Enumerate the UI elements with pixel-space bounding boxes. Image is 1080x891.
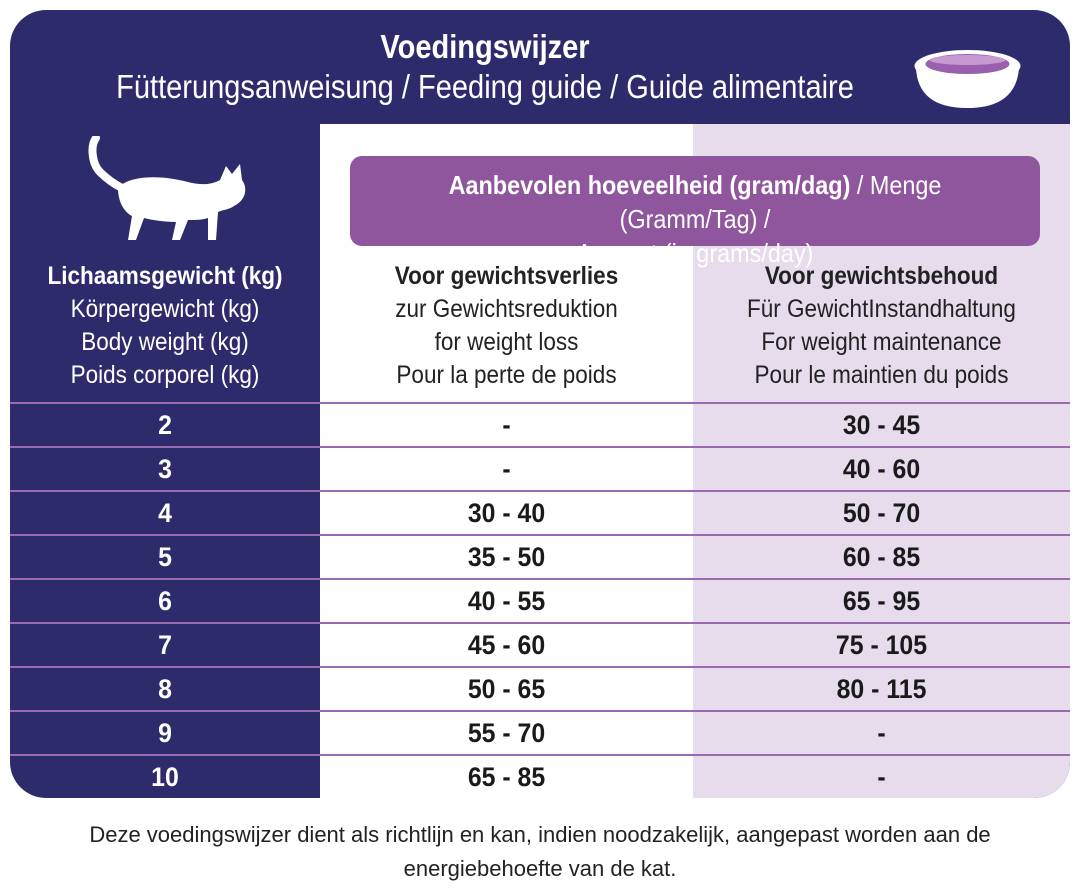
header-maint-en: For weight maintenance [761, 328, 1002, 356]
cell-weight-loss: 50 - 65 [467, 674, 546, 704]
header-weight-nl: Lichaamsgewicht (kg) [47, 262, 283, 290]
table-row [10, 534, 1070, 578]
table-row [10, 754, 1070, 798]
cell-weight: 6 [158, 586, 172, 616]
header-loss-fr: Pour la perte de poids [396, 361, 617, 389]
table-row [10, 666, 1070, 710]
feeding-guide-card [10, 10, 1070, 798]
food-bowl-icon [910, 38, 1025, 113]
cell-weight: 2 [158, 410, 172, 440]
table-row [10, 402, 1070, 446]
cell-maintenance: 60 - 85 [842, 542, 921, 572]
cell-weight: 8 [158, 674, 172, 704]
feeding-table [10, 402, 1070, 798]
header-weight-maintenance [693, 260, 1070, 392]
header-maint-fr: Pour le maintien du poids [754, 361, 1009, 389]
header-loss-nl: Voor gewichtsverlies [394, 262, 619, 290]
cell-weight-loss: 35 - 50 [467, 542, 546, 572]
cell-maintenance: 30 - 45 [842, 410, 921, 440]
guide-title: Voedingswijzer [380, 28, 590, 65]
cell-weight-loss: 30 - 40 [467, 498, 546, 528]
cell-maintenance: - [877, 762, 886, 792]
cell-maintenance: 75 - 105 [835, 630, 928, 660]
cat-icon [88, 136, 263, 246]
amount-header-rest: / Menge (Gramm/Tag) / [619, 170, 942, 234]
cell-maintenance: 50 - 70 [842, 498, 921, 528]
footnote-line1: Deze voedingswijzer dient als richtlijn en kan, indien noodzakelijk, aangepast worden aan de [89, 822, 991, 847]
footnote [0, 818, 1080, 886]
cell-maintenance: - [877, 718, 886, 748]
table-row [10, 446, 1070, 490]
cell-weight-loss: - [502, 454, 511, 484]
header-weight-en: Body weight (kg) [81, 328, 249, 356]
footnote-line2: energiebehoefte van de kat. [403, 856, 677, 881]
cell-maintenance: 80 - 115 [836, 674, 927, 704]
amount-header-bold: Aanbevolen hoeveelheid (gram/dag) [448, 170, 851, 200]
cell-weight: 10 [151, 762, 179, 792]
header-weight-loss [320, 260, 693, 392]
amount-header-line2: Amount (in grams/day) [576, 238, 814, 268]
header-maint-de: Für GewichtInstandhaltung [747, 295, 1016, 323]
cell-weight: 4 [158, 498, 172, 528]
header-body-weight [10, 260, 320, 392]
cell-weight: 3 [158, 454, 172, 484]
table-row [10, 490, 1070, 534]
cell-weight: 7 [158, 630, 172, 660]
header-weight-fr: Poids corporel (kg) [70, 361, 260, 389]
table-row [10, 622, 1070, 666]
cell-weight-loss: 65 - 85 [467, 762, 546, 792]
header-loss-en: for weight loss [434, 328, 579, 356]
cell-weight: 9 [158, 718, 172, 748]
amount-header [350, 156, 1040, 268]
cell-weight-loss: 40 - 55 [467, 586, 546, 616]
header-weight-de: Körpergewicht (kg) [70, 295, 260, 323]
cell-weight-loss: - [502, 410, 511, 440]
header-maint-nl: Voor gewichtsbehoud [764, 262, 999, 290]
cell-maintenance: 40 - 60 [842, 454, 921, 484]
header-loss-de: zur Gewichtsreduktion [395, 295, 618, 323]
cell-weight-loss: 45 - 60 [467, 630, 546, 660]
table-row [10, 710, 1070, 754]
cell-weight-loss: 55 - 70 [467, 718, 546, 748]
cell-weight: 5 [158, 542, 172, 572]
cell-maintenance: 65 - 95 [842, 586, 921, 616]
table-row [10, 578, 1070, 622]
guide-subtitle: Fütterungsanweisung / Feeding guide / Guide alimentaire [116, 68, 854, 105]
